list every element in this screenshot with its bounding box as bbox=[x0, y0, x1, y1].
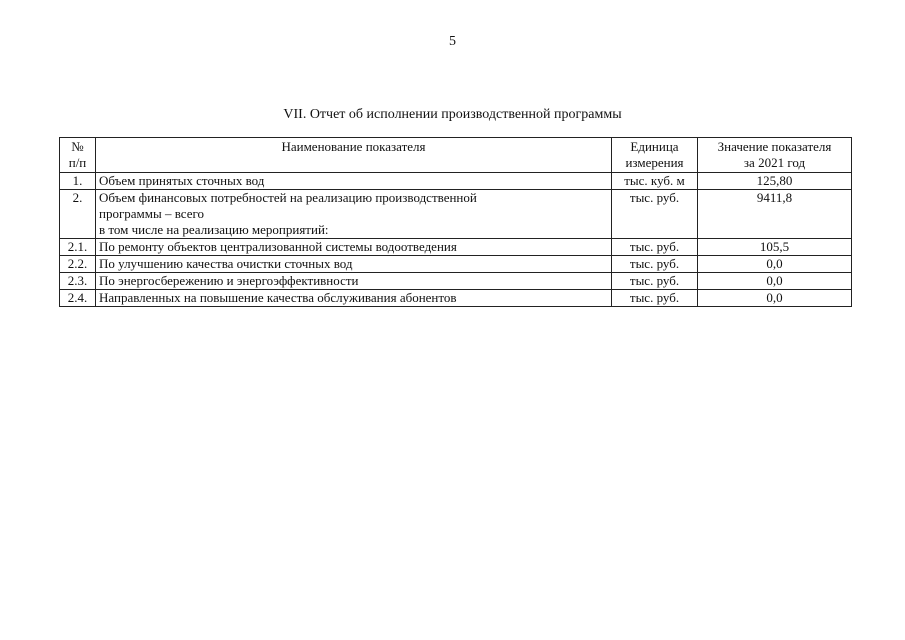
row-name bbox=[96, 256, 612, 273]
row-unit: тыс. куб. м bbox=[612, 173, 698, 190]
row-number: 2.4. bbox=[60, 290, 96, 307]
table-row bbox=[60, 173, 852, 190]
section-title: VII. Отчет об исполнении производственной программы bbox=[283, 107, 622, 122]
header-unit-line: измерения bbox=[625, 155, 684, 170]
row-number: 2.2. bbox=[60, 256, 96, 273]
header-num-line: № bbox=[71, 139, 84, 154]
row-value: 125,80 bbox=[698, 173, 852, 190]
table-row bbox=[60, 190, 852, 239]
table-row bbox=[60, 239, 852, 256]
row-number: 2.3. bbox=[60, 273, 96, 290]
header-value-line: Значение показателя bbox=[717, 139, 832, 154]
header-unit bbox=[612, 138, 698, 173]
header-value bbox=[698, 138, 852, 173]
row-name bbox=[96, 290, 612, 307]
report-table bbox=[59, 137, 852, 307]
row-number: 1. bbox=[60, 173, 96, 190]
page-number: 5 bbox=[449, 34, 456, 49]
row-number: 2.1. bbox=[60, 239, 96, 256]
row-name bbox=[96, 190, 612, 239]
row-value: 9411,8 bbox=[698, 190, 852, 239]
table-row bbox=[60, 273, 852, 290]
row-name-line: По энергосбережению и энергоэффективности bbox=[99, 273, 359, 288]
row-name bbox=[96, 273, 612, 290]
row-name-line: программы – всего bbox=[99, 206, 205, 221]
row-name bbox=[96, 173, 612, 190]
header-name: Наименование показателя bbox=[96, 138, 612, 173]
row-value: 0,0 bbox=[698, 256, 852, 273]
row-unit: тыс. руб. bbox=[612, 273, 698, 290]
header-unit-line: Единица bbox=[630, 139, 679, 154]
row-value: 0,0 bbox=[698, 273, 852, 290]
row-name bbox=[96, 239, 612, 256]
row-number: 2. bbox=[60, 190, 96, 239]
row-name-line: Объем финансовых потребностей на реализацию производственной bbox=[99, 190, 477, 205]
row-unit: тыс. руб. bbox=[612, 290, 698, 307]
row-name-line: Направленных на повышение качества обслуживания абонентов bbox=[99, 290, 457, 305]
row-name-line: По ремонту объектов централизованной системы водоотведения bbox=[99, 239, 457, 254]
table-row bbox=[60, 256, 852, 273]
row-value: 105,5 bbox=[698, 239, 852, 256]
table-header-row bbox=[60, 138, 852, 173]
row-name-line: По улучшению качества очистки сточных вод bbox=[99, 256, 353, 271]
row-value: 0,0 bbox=[698, 290, 852, 307]
row-unit: тыс. руб. bbox=[612, 190, 698, 239]
row-unit: тыс. руб. bbox=[612, 239, 698, 256]
table-row bbox=[60, 290, 852, 307]
header-num bbox=[60, 138, 96, 173]
row-name-line: Объем принятых сточных вод bbox=[99, 173, 265, 188]
row-unit: тыс. руб. bbox=[612, 256, 698, 273]
header-num-line: п/п bbox=[68, 155, 87, 170]
row-name-line: в том числе на реализацию мероприятий: bbox=[99, 222, 329, 237]
header-value-line: за 2021 год bbox=[743, 155, 806, 170]
